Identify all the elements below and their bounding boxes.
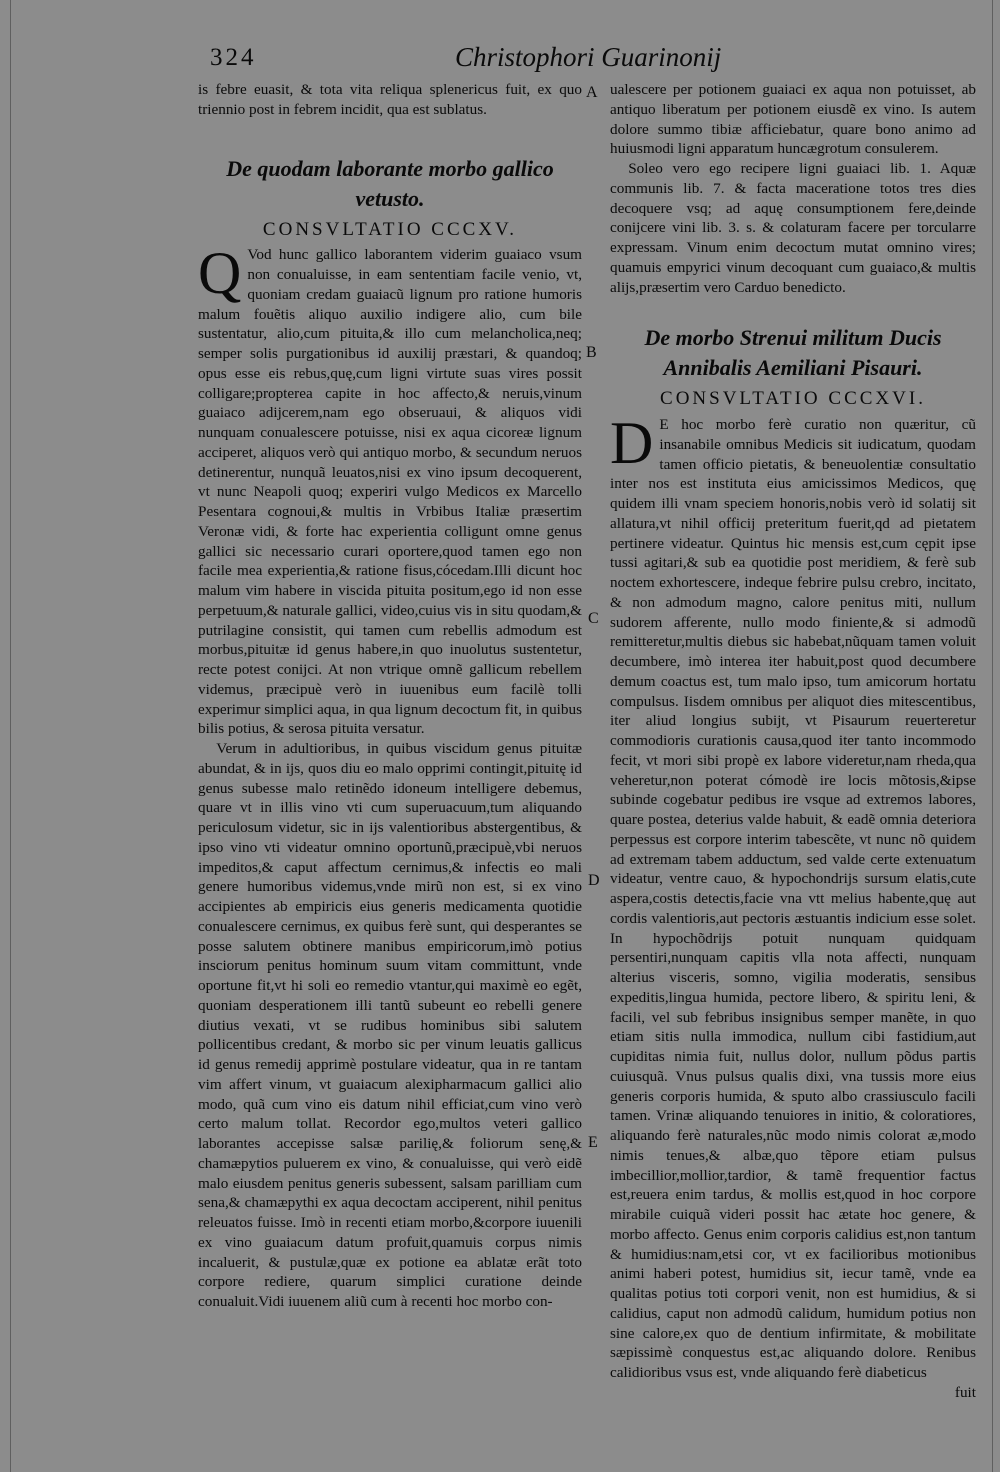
paragraph: Soleo vero ego recipere ligni guaiaci lib. 1. Aquæ communis lib. 7. & facta maceratione totos tres dies decoquere vsq; ad aquę consumptionem fere,deinde conijcere vini lib. 3. s. & colaturam facere per torcularre expressam. Vinum enim decoctum mutat omnino vires; quamuis empyrici vinum decoquant cum guaiaco,& multis alijs,præsertim vero Carduo benedicto.	[610, 160, 976, 296]
catchword: fuit	[954, 1383, 976, 1401]
right-column	[610, 80, 976, 1403]
section-title: De morbo Strenui militum Ducis Annibalis Aemiliani Pisauri.	[644, 325, 942, 381]
paragraph: Verum in adultioribus, in quibus viscidum genus pituitæ abundat, & in ijs, quos diu eo malo opprimi contingit,pituitę id genus subesse malo retinẽdo idoneum intelligere debemus, quare vt in illis vino vti cum superuacuum,tum aliquando periculosum videtur, sic in ijs valentioribus abstergentibus, & ipso vino vti videatur omnino oportunũ,præcipuè,vbi neruos impeditos,& caput affectum cernimus,& infectis eo mali genere humoribus videmus,vnde mirũ non est, si ex vino accipientes ab empiricis eius generis medicamenta quotidie conualescere cernimus, ex quibus ferè sunt, qui desperantes se posse salutem obtinere manibus empiricorum,imò potius insciorum penitus hominum suum vitam committunt, vnde oportune fit,vt hi soli eo remedio vtantur,qui maximè eo egẽt, quoniam desperationem illi tantũ subeunt eo rebelli genere diutius vexati, vt se rudibus hominibus sibi salutem pollicentibus credant, & morbo sic per vinum leuatis gallicus id genus remedij apprimè postulare videatur, qua in re tantam vim affert vinum, vt guaiacum alexipharmacum gallici alio modo, quã cum vino eis datum nihil efficiat,cum vino verò certo malum tollat. Recordor ego,multos veteri gallico laborantes accepisse salsæ parilię,& foliorum senę,& chamæpytios puluerem ex vino, & conualuisse, qui verò eidẽ malo eiusdem penitus generis subessent, salsam parilliam cum sena,& chamæpythi ex aqua decoctam acciperent, nihil penitus releuatos fuisse. Imò in recenti etiam morbo,&corpore iuuenili ex vino guaiacum datum profuit,quamuis corpus nimis incaluerit, & pustulæ,quæ ex potione ea ablatæ erãt toto corpore rediere, quarum simplici curatione deinde conualuit.Vidi iuuenem aliũ cum à recenti hoc morbo con-	[198, 740, 582, 1310]
margin-letter-e: E	[588, 1134, 598, 1151]
page-number: 324	[210, 44, 257, 71]
running-title: Christophori Guarinonij	[455, 42, 722, 72]
margin-letter-b: B	[586, 344, 597, 361]
continuation-text: is febre euasit, & tota vita reliqua splenericus fuit, ex quo triennio post in febrem incidit, qua est sublatus.	[198, 81, 582, 118]
paragraph	[198, 240, 582, 739]
consultation-heading: CONSVLTATIO CCCXVI.	[660, 388, 926, 410]
consultation-heading: CONSVLTATIO CCCXV.	[262, 218, 518, 240]
left-column	[198, 80, 582, 1312]
drop-cap-letter: Q	[198, 240, 242, 307]
section-title: De quodam laborante morbo gallico vetusto.	[226, 155, 554, 211]
drop-cap-letter: D	[610, 410, 654, 476]
binding-edge-line-left	[10, 0, 11, 1472]
margin-letter-a: A	[586, 84, 598, 101]
binding-edge-line-right	[992, 0, 993, 1472]
page-header	[200, 42, 720, 82]
continuation-text: ualescere per potionem guaiaci ex aqua non potuisset, ab antiquo liberatum per potionem eiusdẽ ex vino. Is autem dolore summo tibiæ afficiebatur, quare bono animo ad huiusmodi ligni apparatum huncægrotum consulerem.	[610, 81, 976, 158]
margin-letter-c: C	[588, 610, 599, 627]
paragraph-text: E hoc morbo ferè curatio non quæritur, cũ insanabile omnibus Medicis sit iudicatum, quodam tamen officio pietatis, & beneuolentiæ consultatio inter nos est instituta eius amicissimos Medicos, quę quidem illi vnam speciem honoris,nobis verò id solatij sit allatura,vt nihil officij preteritum fuerit,qd ad pietatem pertinere videatur. Quintus hic mensis est,cum cępit ipse tussi agitari,& sub ea quotidie post meridiem, & ferè sub noctem exhortescere, indeque febrire pulsu crebro, incitato, & non admodum magno, calore penitus miti, nullum sudorem afferente, nullo modo finiente,& si admodũ remitteretur,multis diebus sic habebat,nũquam tamen voluit decumbere, imò interea iter habuit,post quod decumbere demum coactus est, tum malo ipso, tum amicorum hortatu compulsus. Iisdem omnibus per aliquot dies mitescentibus, iter aliud longius subijt, vt Pisaurum reuerteretur commodioris curationis causa,quod iter tanto incommodo fecit, vt mori sibi propè ex labore videretur,nam rheda,qua veheretur,non poterat cómodè ire locis mõtosis,&ipse subinde cogebatur pedibus ire vsque ad extremos labores, quare postea, deterius valde habuit, & eadẽ omnia deteriora perpessus est corpore interim tabescẽte, vt nunc nõ quidem ad extremam tabem adductum, sed valde certe extenuatum videatur, ventre cauo, & hypochondrijs sursum elatis,cute aspera,costis detectis,facie vna vtt melius habente,quę aut cordis valentioris,aut pectoris æstuantis indicium esse solet. In hypochõdrijs potuit nunquam quidquam persentiri,nunquam capitis vlla nota affecti, nunquam alterius visceris, somno, vigilia moderatis, sensibus expeditis,lingua humida, pectore libero, & spiritu leni, & facili, vel sub febribus insignibus semper manẽte, in quo etiam sitis nulla immodica, nullum cibi fastidium,aut cupiditas nimia fuit, nullus dolor, nullum põdus partis cuiusquã. Vnus pulsus qualis dixi, vna tussis more eius generis corporis humida, & sputo albo crassiusculo facili tamen. Vrinæ aliquando tenuiores in initio, & coloratiores, aliquando ferè naturales,nũc modo nimis colorat æ,modo nimis tenues,& albæ,quo tẽpore etiam pulsus imbecillior,mollior,tardior, & tamẽ frequentior factus est,reuera enim tardus, & mollis est,quod in hoc corpore mirabile cuiquã videri possit hac ætate hoc genere, & morbo affecto. Genus enim corporis calidius est,non tantum & humidius:nam,etsi cor, vt ex facilioribus motionibus animi haberi potest, humidius sit, iecur tamẽ, vnde ea qualitas potius toti corpori venit, non est humidius, & si calidius, caput non admodũ calidum, humidum potius non sine calore,ex quo de dentium infirmitate, & mobilitate sæpissimè conquestus est,ac aliquando dolore. Renibus calidioribus vsus est, vnde aliquando ferè diabeticus	[610, 416, 976, 1381]
margin-letter-d: D	[588, 872, 600, 889]
paragraph	[610, 410, 976, 1383]
paragraph-text: Vod hunc gallico laborantem viderim guaiaco vsum non conualuisse, in eam sententiam facile venio, vt, quoniam credam guaiacũ lignum pro ratione humoris malum fouẽtis aliquo auxilio indigere alio, cum bile sustentatur, alio,cum pituita,& illo cum melancholica,neq; semper solis purgationibus id auxilij præstari, & quandoq; opus esse eis rebus,quę,cum ligni virtute suas vires possit colligare;propterea capite in hoc affecto,& neruis,vinum guaiaco adijcerem,nam ego obseruaui, & aliquos vidi nunquam conualescere potuisse, nisi ex aqua cicoreæ lignum acciperet, aliquos verò qui antiquo morbo, & secundum neruos detinerentur, nunquã leuatos,nisi ex vino ipsum decoquerent, vt nunc Neapoli quoq; experiri vulgo Medicos ex Marcello Pesentara cognoui,& multis in Vrbibus Italiæ præsertim Veronæ vidi, & forte hac experientia colligunt omne genus gallici sic necessario curari oportere,quod tamen ego non facile mea experientia,& ratione fisus,cócedam.Illi dicunt hoc malum vim habere in viscida pituita positum,ego id non esse perpetuum,& naturale gallici, video,cuius vis in situ quodam,& putrilagine consistit, qui tamen cum rebellis admodum est morbus,pituitæ id genus habere,in quo inuolutus sustentetur, recte potest conijci. At non vtrique omnẽ gallicum rebellem videmus, præcipuè verò in iuuenibus eum facilè tolli experimur simplici aqua, in qua lignum decoctum fit, in quibus bilis potius, & serosa pituita versatur.	[198, 246, 582, 738]
